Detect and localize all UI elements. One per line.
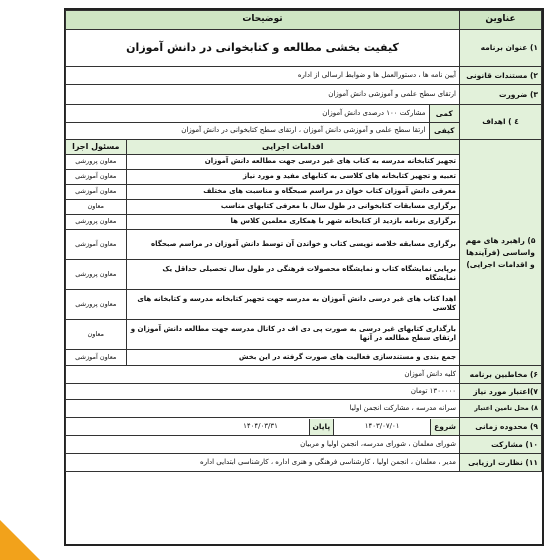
responsible-6: معاون آموزشی xyxy=(66,229,126,259)
goal-quantitative-label: کمی xyxy=(429,105,459,122)
evaluation: مدیر ، معلمان ، انجمن اولیا ، کارشناسی فرهنگی و هنری اداره ، کارشناسی ابتدایی اداره xyxy=(66,454,460,472)
label-required-budget: ۷)اعتبار مورد نیاز xyxy=(460,384,542,400)
program-table xyxy=(65,10,542,472)
strategies-cell xyxy=(66,140,460,366)
action-7: برپایی نمایشگاه کتاب و نمایشگاه محصولات فرهنگی در طول سال تحصیلی حداقل یک نمایشگاه xyxy=(126,259,459,289)
label-budget-source: ۸) محل تامین اعتبار xyxy=(460,400,542,418)
goal-quantitative: مشارکت ۱۰۰ درصدی دانش آموزان xyxy=(66,105,429,122)
goal-qualitative-label: کیفی xyxy=(429,122,459,139)
responsible-header: مسئول اجرا xyxy=(66,140,126,154)
label-goals: ٤ ) اهداف xyxy=(460,105,542,140)
necessity: ارتقای سطح علمی و آموزشی دانش آموزان xyxy=(66,85,460,105)
label-audience: ۶) مخاطبین برنامه xyxy=(460,366,542,384)
responsible-8: معاون پرورشی xyxy=(66,289,126,319)
label-strategies: ۵) راهبرد های مهم واساسی (فرآیندها و اقدامات اجرایی) xyxy=(460,140,542,366)
label-program-title: ۱) عنوان برنامه xyxy=(460,30,542,67)
participation: شورای معلمان ، شورای مدرسه، انجمن اولیا و مربیان xyxy=(66,436,460,454)
header-titles: عناوین xyxy=(460,11,542,30)
start-date: ۱۴۰۳/۰۷/۰۱ xyxy=(364,422,400,431)
responsible-10: معاون آموزشی xyxy=(66,349,126,365)
label-legal-documents: ۲) مستندات قانونی xyxy=(460,67,542,85)
goal-qualitative: ارتقا سطح علمی و آموزشی دانش آموزان ، ارتقای سطح کتابخوانی در دانش آموزان xyxy=(66,122,429,139)
goals-cell xyxy=(66,105,460,140)
required-budget: ۱۳۰۰۰۰۰ تومان xyxy=(66,384,460,400)
action-5: برگزاری برنامه بازدید از کتابخانه شهر با همکاری معلمین کلاس ها xyxy=(126,214,459,229)
end-label: پایان xyxy=(309,419,334,435)
time-range-table xyxy=(213,419,460,435)
action-8: اهدا کتاب های غیر درسی دانش آموزان به مدرسه جهت تجهیز کتابخانه مدرسه و کتابخانه های کلاسی xyxy=(126,289,459,319)
action-10: جمع بندی و مستندسازی فعالیت های صورت گرفته در این بخش xyxy=(126,349,459,365)
actions-header: اقدامات اجرایی xyxy=(126,140,459,154)
responsible-1: معاون پرورشی xyxy=(66,154,126,169)
time-range-cell xyxy=(66,418,460,436)
start-label: شروع xyxy=(431,419,459,435)
program-title: کیفیت بخشی مطالعه و کتابخوانی در دانش آموزان xyxy=(66,30,460,67)
end-date: ۱۴۰۴/۰۳/۳۱ xyxy=(243,422,278,431)
action-9: بارگذاری کتابهای غیر درسی به صورت پی دی اف در کانال مدرسه جهت مطالعه دانش آموزان و ارتقای سطح مطالعه در آنها xyxy=(126,319,459,349)
responsible-3: معاون آموزشی xyxy=(66,184,126,199)
actions-table xyxy=(66,140,459,365)
corner-decoration xyxy=(0,520,40,560)
responsible-4: معاون xyxy=(66,199,126,214)
goals-table xyxy=(66,105,459,139)
label-evaluation: ۱۱) نظارت ارزیابی xyxy=(460,454,542,472)
action-3: معرفی دانش آموزان کتاب خوان در مراسم صبحگاه و مناسبت های مختلف xyxy=(126,184,459,199)
responsible-9: معاون xyxy=(66,319,126,349)
program-document xyxy=(64,8,544,546)
audience: کلیه دانش آموزان xyxy=(66,366,460,384)
responsible-2: معاون آموزشی xyxy=(66,169,126,184)
legal-documents: آیین نامه ها ، دستورالعمل ها و ضوابط ارسالی از اداره xyxy=(66,67,460,85)
header-description: توضیحات xyxy=(66,11,460,30)
label-necessity: ۳) ضرورت xyxy=(460,85,542,105)
action-2: تعبیه و تجهیز کتابخانه های کلاسی به کتابهای مفید و مورد نیاز xyxy=(126,169,459,184)
label-time-range: ۹) محدوده زمانی xyxy=(460,418,542,436)
responsible-7: معاون پرورشی xyxy=(66,259,126,289)
budget-source: سرانه مدرسه ، مشارکت انجمن اولیا xyxy=(66,400,460,418)
action-4: برگزاری مسابقات کتابخوانی در طول سال با معرفی کتابهای مناسب xyxy=(126,199,459,214)
action-6: برگزاری مسابقه خلاصه نویسی کتاب و خواندن آن توسط دانش آموزان در مراسم صبحگاه xyxy=(126,229,459,259)
responsible-5: معاون پرورشی xyxy=(66,214,126,229)
label-participation: ۱۰) مشارکت xyxy=(460,436,542,454)
action-1: تجهیز کتابخانه مدرسه به کتاب های غیر درسی جهت مطالعه دانش آموزان xyxy=(126,154,459,169)
